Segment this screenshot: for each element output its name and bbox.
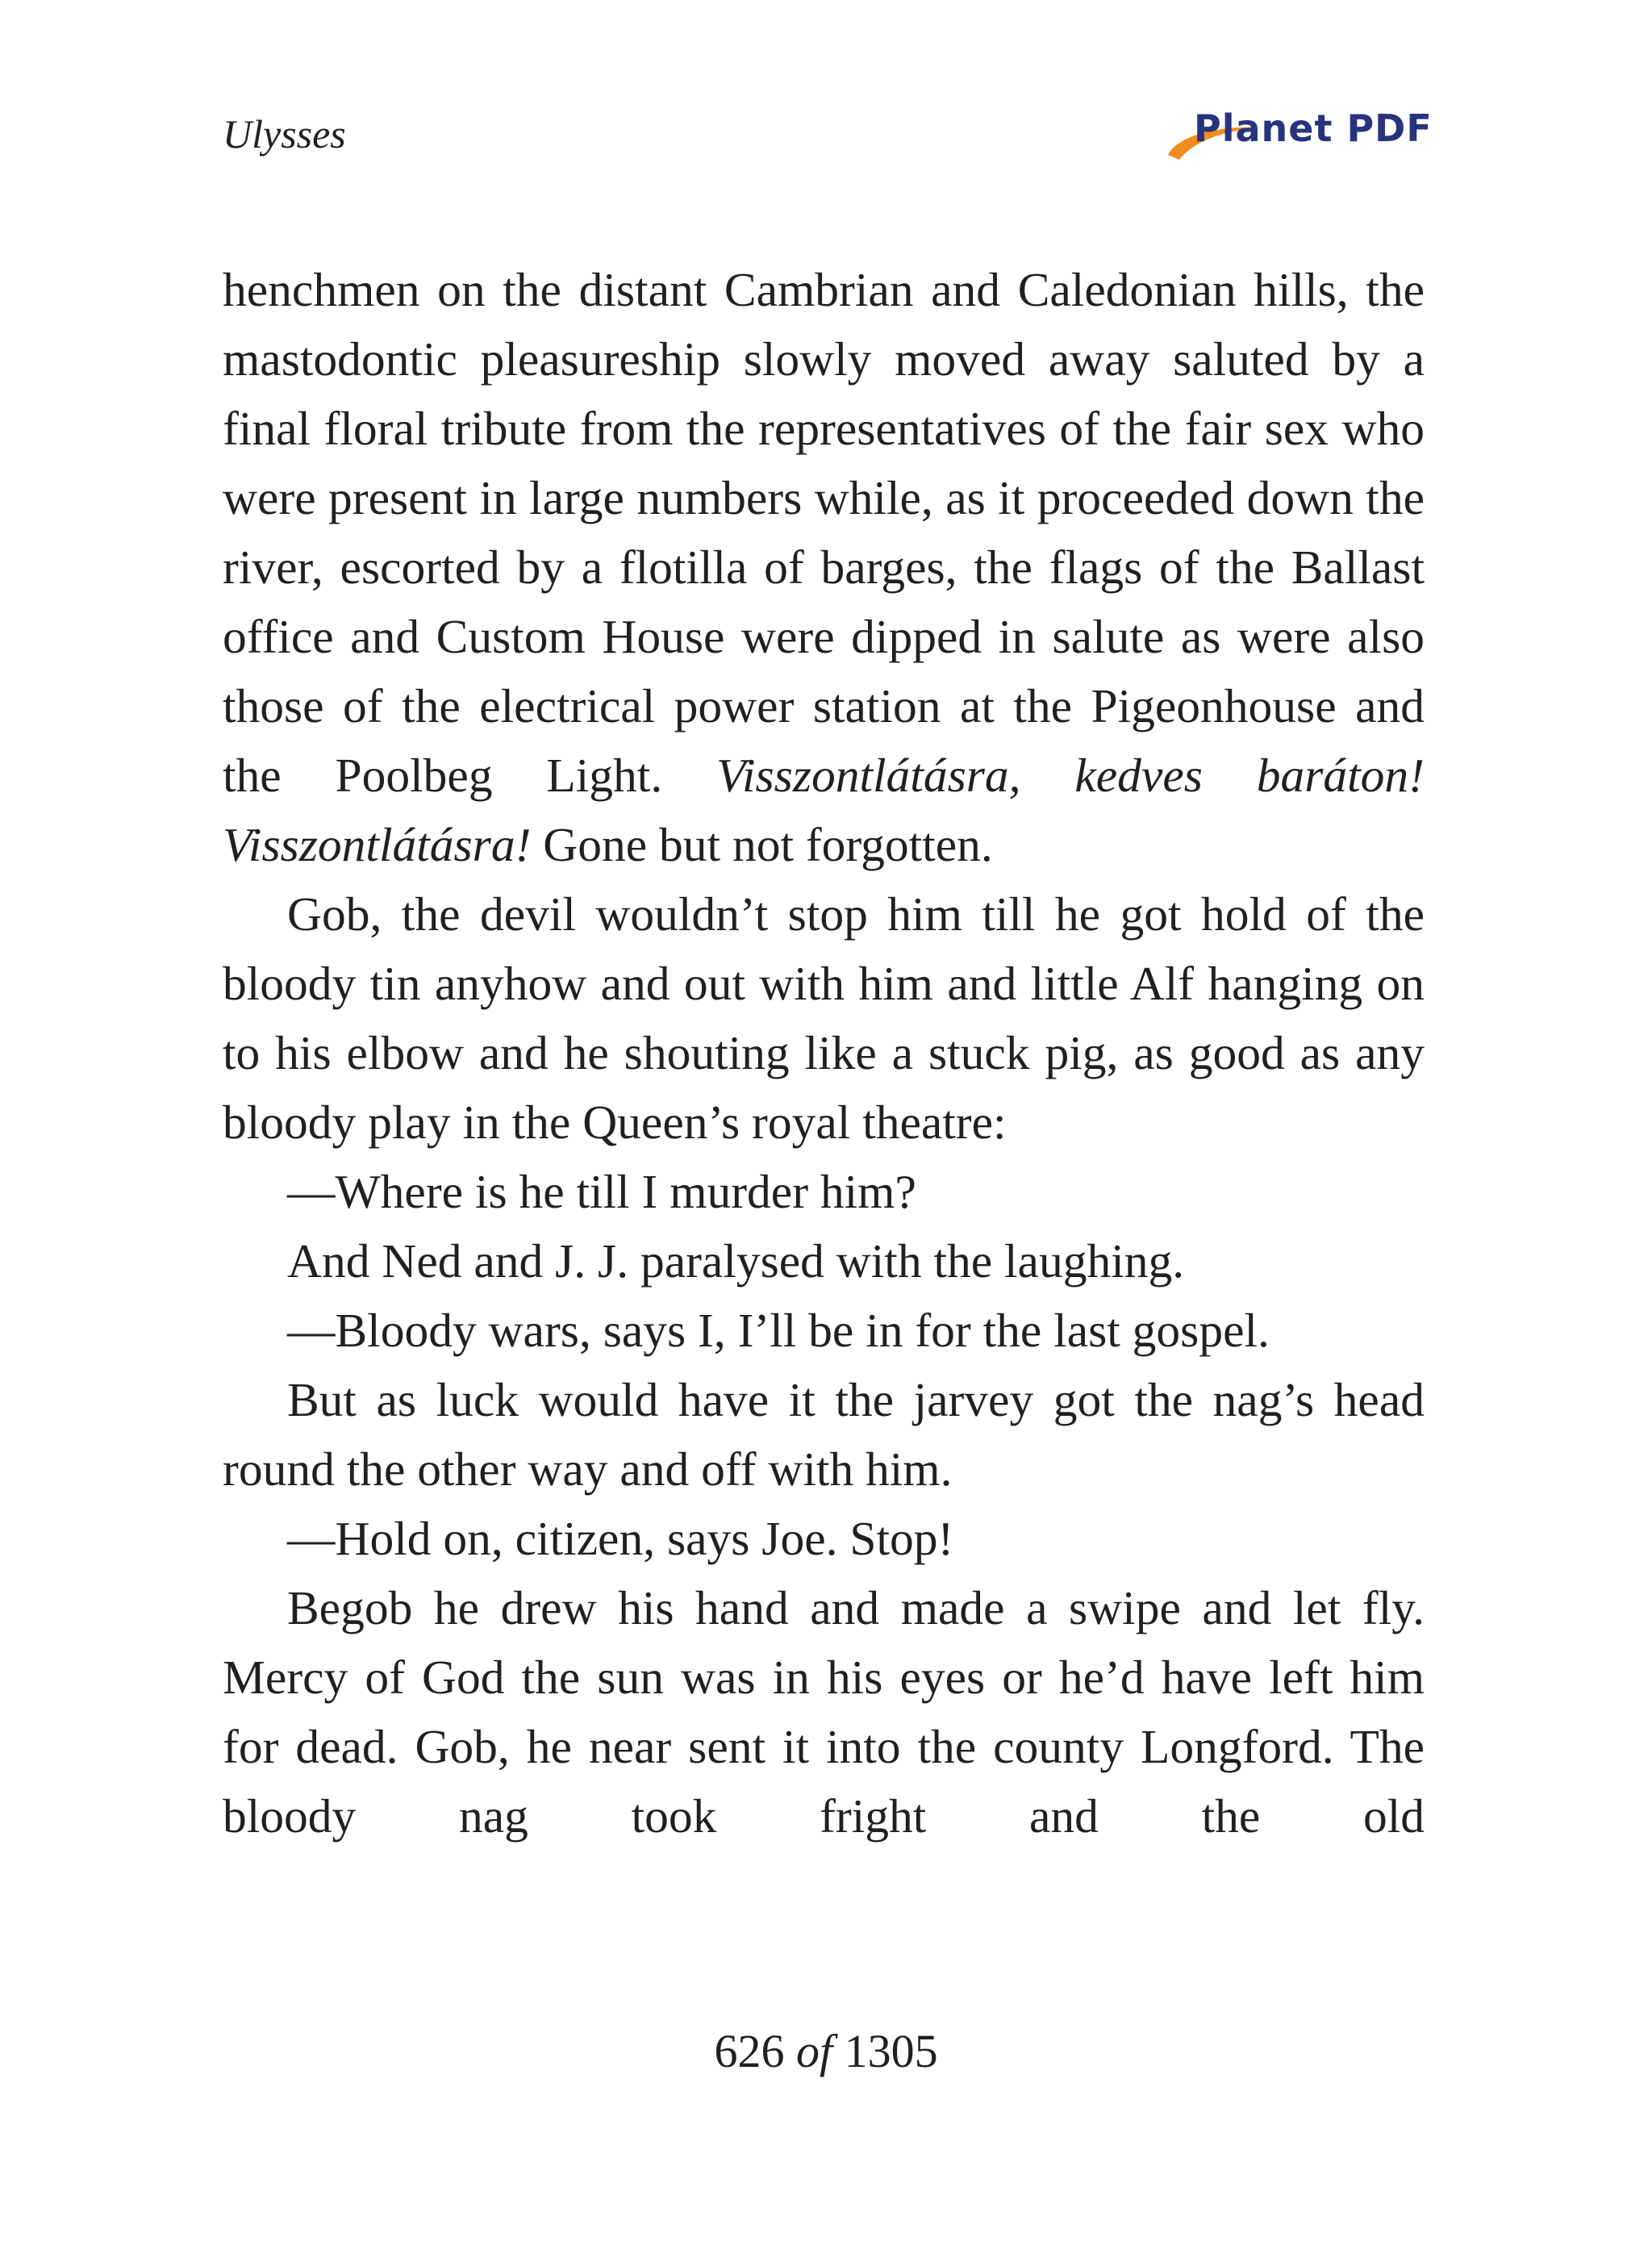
planet-pdf-logo <box>1162 103 1433 168</box>
paragraph-6: But as luck would have it the jarvey got the nag’s head round the other way and off with him. <box>223 1373 1425 1496</box>
paragraph-1 <box>223 255 1425 879</box>
paragraph-5: —Bloody wars, says I, I’ll be in for the last gospel. <box>287 1304 1270 1357</box>
paragraph-3: —Where is he till I murder him? <box>287 1165 916 1218</box>
paragraph-1-italic: Visszontlátásra, kedves baráton! Visszontlátásra! <box>223 749 1425 871</box>
logo-text: Planet PDF <box>1194 106 1433 150</box>
page-number-footer <box>0 2023 1652 2080</box>
paragraph-1-text: henchmen on the distant Cambrian and Caledonian hills, the mastodontic pleasureship slowly moved away saluted by a final floral tribute from the representatives of the fair sex who were present in large numbers while, as it proceeded down the river, escorted by a flotilla of barges, the flags of the Ballast office and Custom House were dipped in salute as were also those of the electrical power station at the Pigeonhouse and the Poolbeg Light. <box>223 263 1425 802</box>
running-header-title: Ulysses <box>223 111 346 157</box>
paragraph-7: —Hold on, citizen, says Joe. Stop! <box>287 1512 954 1565</box>
total-pages: 1305 <box>844 2025 938 2077</box>
paragraph-2: Gob, the devil wouldn’t stop him till he got hold of the bloody tin anyhow and out with him and little Alf hanging on to his elbow and he shouting like a stuck pig, as good as any bloody play in the Queen’s royal theatre: <box>223 887 1425 1149</box>
page-body <box>223 255 1425 1851</box>
page-of-label: of <box>795 2025 833 2077</box>
paragraph-1-end: Gone but not forgotten. <box>543 818 993 871</box>
paragraph-8: Begob he drew his hand and made a swipe and let fly. Mercy of God the sun was in his eyes or he’d have left him for dead. Gob, he near sent it into the county Longford. The bloody nag took fright and the old <box>223 1581 1425 1843</box>
current-page: 626 <box>714 2025 785 2077</box>
paragraph-4: And Ned and J. J. paralysed with the laughing. <box>287 1234 1185 1288</box>
